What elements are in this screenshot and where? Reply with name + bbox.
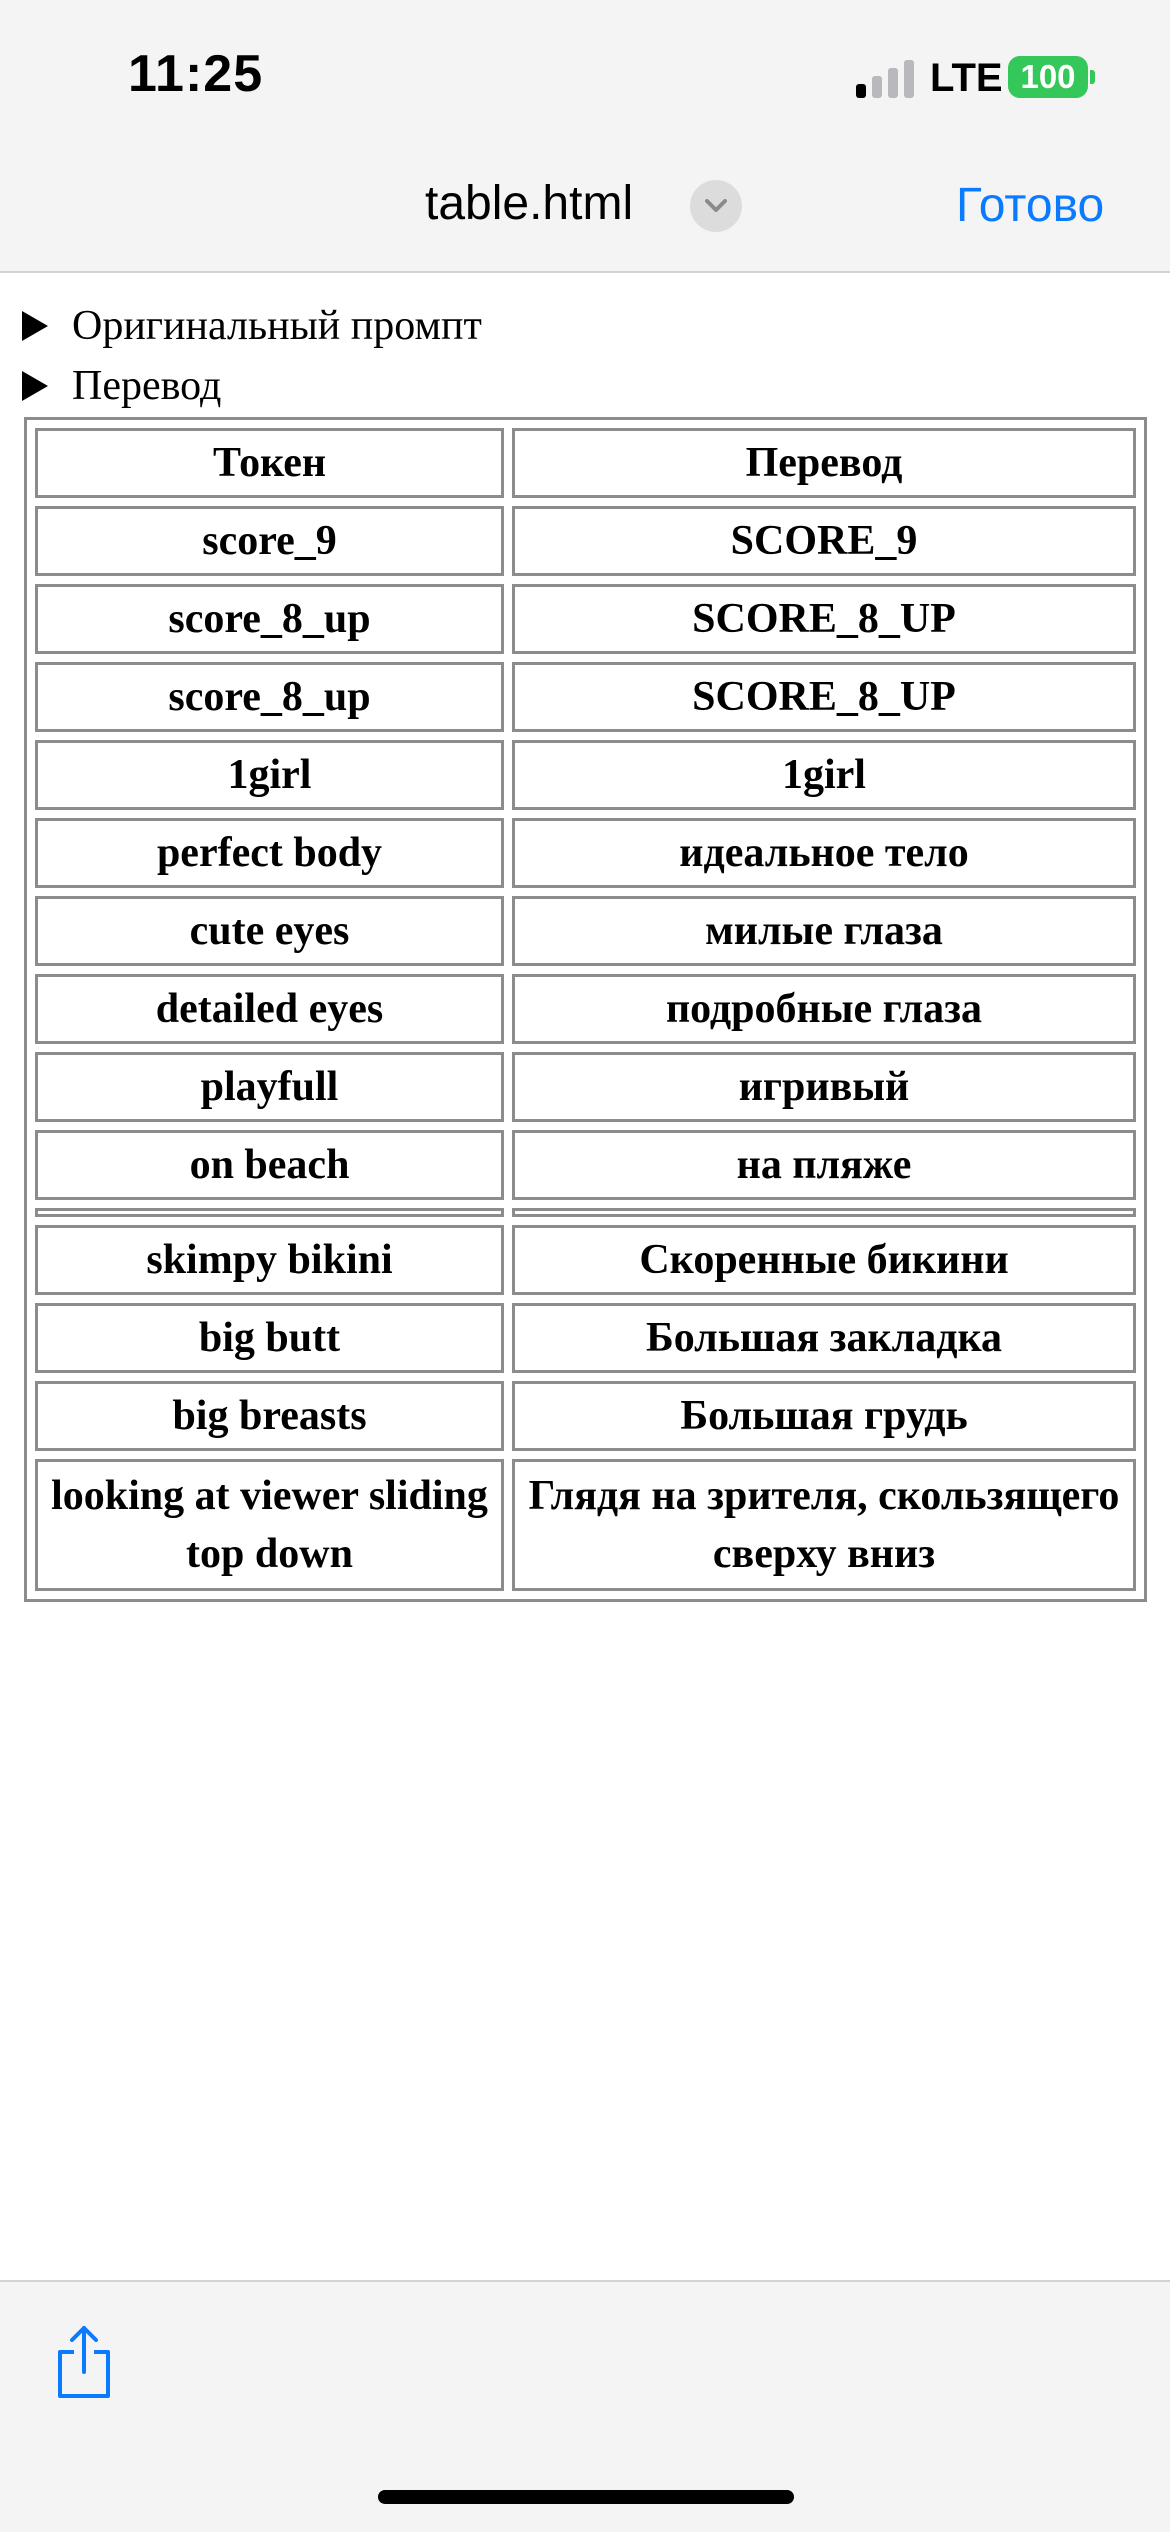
table-row-empty [35,1208,1136,1217]
details-label: Перевод [72,363,222,409]
column-header-translation: Перевод [512,428,1136,498]
token-cell: score_8_up [35,662,504,732]
table-row [35,740,1136,810]
token-table [24,417,1147,1602]
translation-cell: на пляже [512,1130,1136,1200]
token-cell: big breasts [35,1381,504,1451]
page-title: table.html [425,177,634,230]
translation-cell: Глядя на зрителя, скользящего сверху вниз [512,1459,1136,1591]
translation-cell: подробные глаза [512,974,1136,1044]
table-row [35,974,1136,1044]
chevron-down-icon [704,196,728,216]
token-cell: detailed eyes [35,974,504,1044]
table-row [35,896,1136,966]
translation-cell: идеальное тело [512,818,1136,888]
token-cell: 1girl [35,740,504,810]
token-cell: looking at viewer sliding top down [35,1459,504,1591]
title-menu-button[interactable] [690,180,742,232]
translation-cell: SCORE_8_UP [512,584,1136,654]
disclosure-triangle-icon [22,311,48,341]
details-translation[interactable] [22,362,221,410]
done-button[interactable]: Готово [956,179,1105,232]
token-cell: skimpy bikini [35,1225,504,1295]
table-row [35,584,1136,654]
details-original-prompt[interactable] [22,302,482,350]
table-row [35,1303,1136,1373]
table-row [35,1381,1136,1451]
table-row [35,1225,1136,1295]
translation-cell: SCORE_9 [512,506,1136,576]
token-cell: score_8_up [35,584,504,654]
cellular-signal-icon [856,58,916,98]
translation-cell: милые глаза [512,896,1136,966]
table-header-row [35,428,1136,498]
token-cell [35,1208,504,1217]
network-type: LTE [930,56,1003,100]
disclosure-triangle-icon [22,371,48,401]
table-row [35,662,1136,732]
home-indicator [378,2490,794,2504]
table-row [35,506,1136,576]
status-time: 11:25 [128,45,264,103]
token-cell: on beach [35,1130,504,1200]
translation-cell: игривый [512,1052,1136,1122]
translation-cell: Скоренные бикини [512,1225,1136,1295]
share-icon [52,2322,116,2402]
translation-cell: SCORE_8_UP [512,662,1136,732]
translation-cell: Большая грудь [512,1381,1136,1451]
translation-cell: Большая закладка [512,1303,1136,1373]
token-cell: cute eyes [35,896,504,966]
column-header-token: Токен [35,428,504,498]
battery-indicator: 100 [1008,56,1088,98]
token-cell: score_9 [35,506,504,576]
table-row [35,1052,1136,1122]
table-row [35,1459,1136,1591]
battery-cap [1090,70,1095,84]
translation-cell: 1girl [512,740,1136,810]
details-label: Оригинальный промпт [72,303,482,349]
translation-cell [512,1208,1136,1217]
token-cell: playfull [35,1052,504,1122]
table-row [35,818,1136,888]
table-row [35,1130,1136,1200]
token-cell: big butt [35,1303,504,1373]
share-button[interactable] [52,2322,116,2402]
token-cell: perfect body [35,818,504,888]
